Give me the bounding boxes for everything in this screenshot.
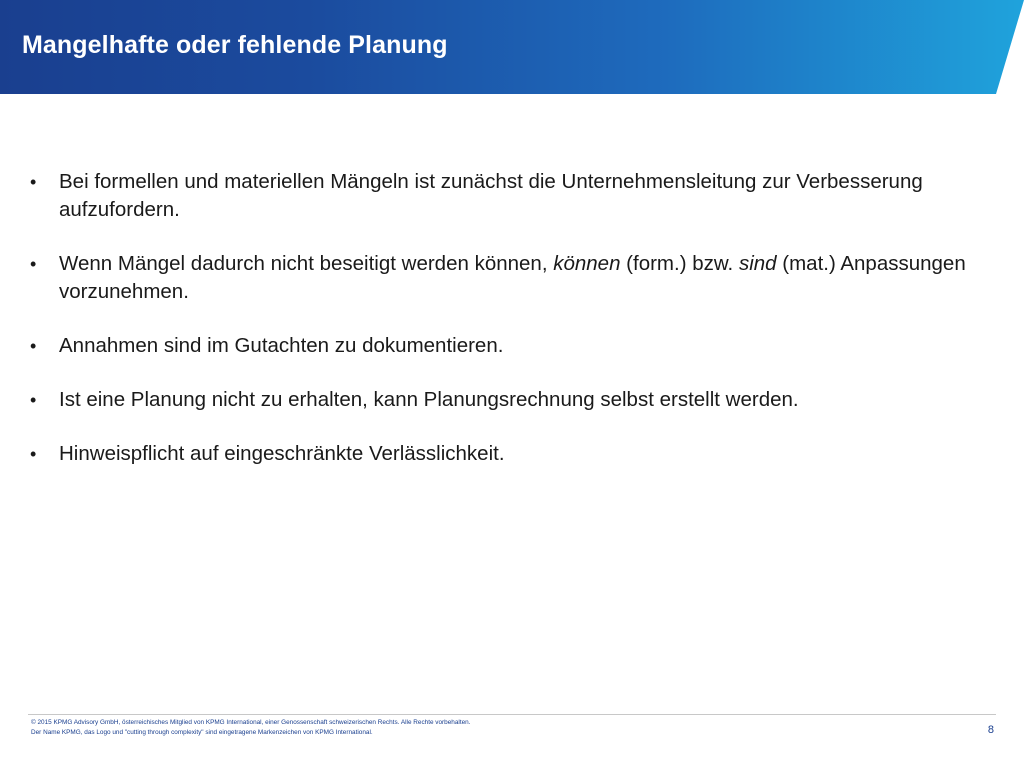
bullet-text: Bei formellen und materiellen Mängeln ist zunächst die Unternehmensleitung zur Verbesserung aufzufordern.	[59, 170, 923, 221]
footer-copyright: © 2015 KPMG Advisory GmbH, österreichisches Mitglied von KPMG International, einer Genossenschaft schweizerischen Rechts. Alle Rechte vorbehalten. Der Name KPMG, das Logo und "cutting through complexity" sind eingetragene Markenzeichen von KPMG International.	[31, 719, 471, 736]
bullet-text: (form.) bzw.	[620, 252, 739, 275]
bullet-symbol: •	[30, 444, 37, 464]
bullet-symbol: •	[30, 390, 37, 410]
bullet-symbol: •	[30, 172, 37, 192]
bullet-item	[30, 440, 970, 468]
slide-title: Mangelhafte oder fehlende Planung	[22, 31, 448, 59]
bullet-text-italic: können	[553, 252, 621, 275]
page-number: 8	[987, 724, 994, 736]
bullet-item	[30, 168, 970, 224]
bullet-text: (mat.) Anpassungen vorzunehmen.	[59, 252, 966, 303]
bullet-item	[30, 386, 970, 414]
bullet-text-italic: sind	[738, 252, 777, 275]
footer-divider	[28, 714, 996, 715]
bullet-text: Wenn Mängel dadurch nicht beseitigt werden können,	[59, 252, 554, 275]
bullet-text: Hinweispflicht auf eingeschränkte Verlässlichkeit.	[59, 442, 505, 465]
bullet-symbol: •	[30, 336, 37, 356]
bullet-text: Ist eine Planung nicht zu erhalten, kann Planungsrechnung selbst erstellt werden.	[59, 388, 799, 411]
bullet-item	[30, 250, 970, 306]
bullet-list	[30, 168, 970, 468]
slide-content	[30, 168, 970, 494]
bullet-item	[30, 332, 970, 360]
bullet-text: Annahmen sind im Gutachten zu dokumentieren.	[59, 334, 504, 357]
bullet-symbol: •	[30, 254, 37, 274]
